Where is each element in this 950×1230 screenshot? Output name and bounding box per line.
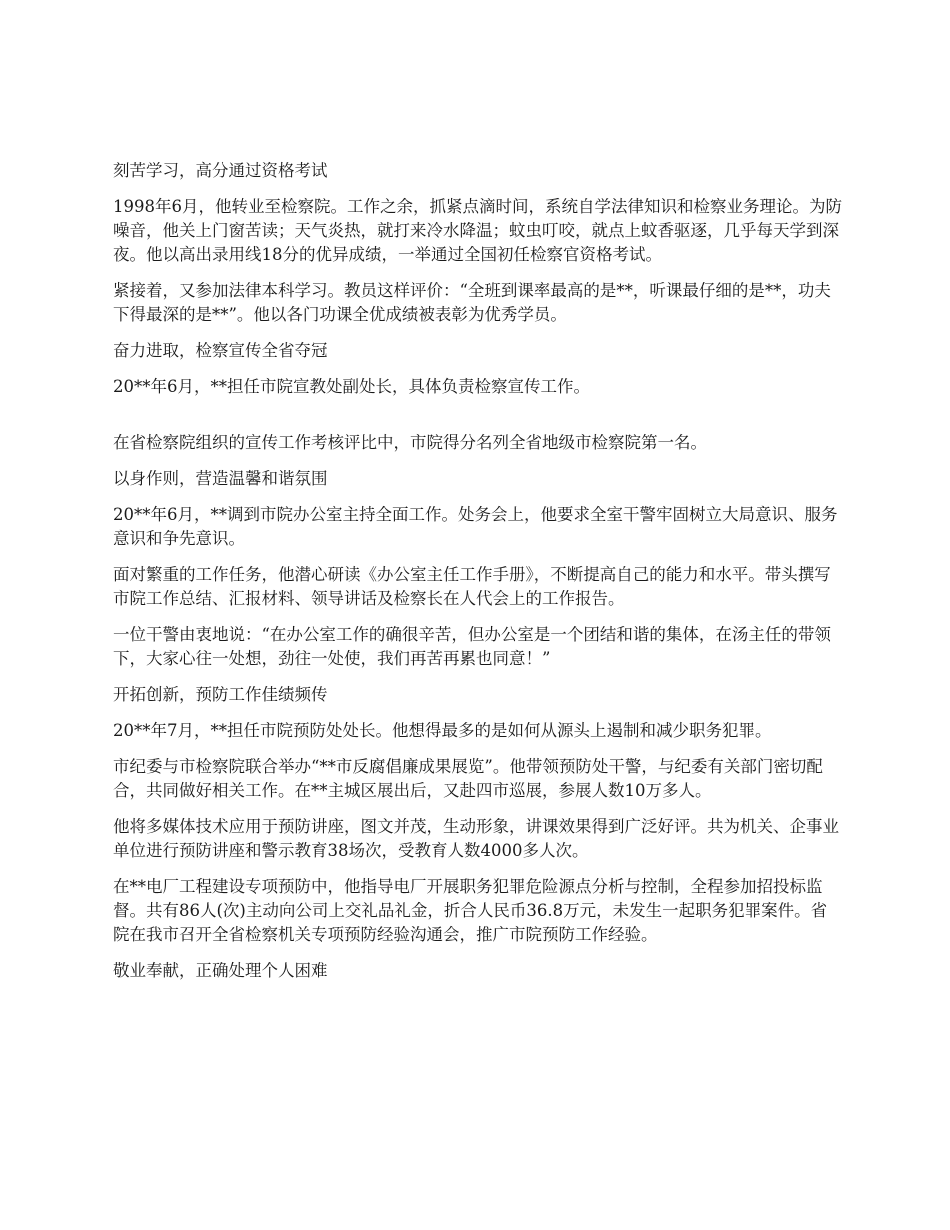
paragraph: 20**年7月，**担任市院预防处处长。他想得最多的是如何从源头上遏制和减少职务犯罪。: [113, 721, 772, 740]
paragraph: 紧接着，又参加法律本科学习。教员这样评价：“全班到课率最高的是**，听课最仔细的是**，功夫下得最深的是**”。他以各门功课全优成绩被表彰为优秀学员。: [113, 281, 831, 324]
paragraph: 1998年6月，他转业至检察院。工作之余，抓紧点滴时间，系统自学法律知识和检察业务理论。为防噪音，他关上门窗苦读；天气炎热，就打来冷水降温；蚊虫叮咬，就点上蚊香驱逐，几乎每天学到深夜。他以高出录用线18分的优异成绩，一举通过全国初任检察官资格考试。: [113, 197, 842, 264]
section-heading-dedication: 敬业奉献，正确处理个人困难: [113, 961, 328, 980]
paragraph: 20**年6月，**调到市院办公室主持全面工作。处务会上，他要求全室干警牢固树立大局意识、服务意识和争先意识。: [113, 505, 838, 548]
paragraph: 他将多媒体技术应用于预防讲座，图文并茂，生动形象，讲课效果得到广泛好评。共为机关、企事业单位进行预防讲座和警示教育38场次，受教育人数4000多人次。: [113, 817, 839, 860]
paragraph: 在**电厂工程建设专项预防中，他指导电厂开展职务犯罪危险源点分析与控制，全程参加招投标监督。共有86人(次)主动向公司上交礼品礼金，折合人民币36.8万元，未发生一起职务犯罪案件。省院在我市召开全省检察机关专项预防经验沟通会，推广市院预防工作经验。: [113, 877, 828, 944]
paragraph: 一位干警由衷地说：“在办公室工作的确很辛苦，但办公室是一个团结和谐的集体，在汤主任的带领下，大家心往一处想，劲往一处使，我们再苦再累也同意！”: [113, 625, 831, 668]
section-heading-study: 刻苦学习，高分通过资格考试: [113, 161, 328, 180]
section-heading-harmony: 以身作则，营造温馨和谐氛围: [113, 469, 328, 488]
paragraph: 市纪委与市检察院联合举办“**市反腐倡廉成果展览”。他带领预防处干警，与纪委有关部门密切配合，共同做好相关工作。在**主城区展出后，又赴四市巡展，参展人数10万多人。: [113, 757, 823, 800]
section-heading-prevention: 开拓创新，预防工作佳绩频传: [113, 685, 328, 704]
document-body: [113, 159, 843, 995]
paragraph: 在省检察院组织的宣传工作考核评比中，市院得分名列全省地级市检察院第一名。: [113, 433, 707, 452]
section-heading-publicity: 奋力进取，检察宣传全省夺冠: [113, 341, 328, 360]
paragraph: 20**年6月，**担任市院宣教处副处长，具体负责检察宣传工作。: [113, 377, 590, 396]
paragraph: 面对繁重的工作任务，他潜心研读《办公室主任工作手册》，不断提高自己的能力和水平。带头撰写市院工作总结、汇报材料、领导讲话及检察长在人代会上的工作报告。: [113, 565, 831, 608]
